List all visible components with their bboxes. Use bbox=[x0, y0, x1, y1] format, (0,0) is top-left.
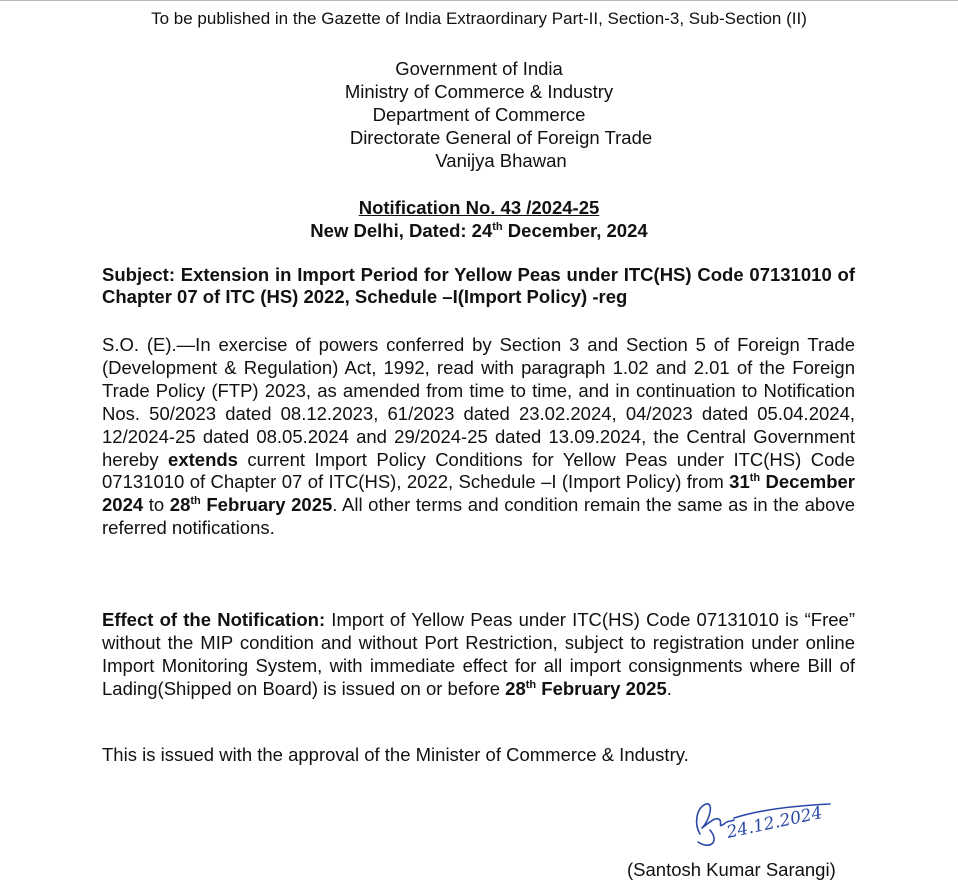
notification-date bbox=[0, 219, 958, 242]
effect-rest: February 2025 bbox=[541, 677, 667, 699]
effect-label: Effect of the Notification: bbox=[102, 609, 326, 630]
header-office: Vanijya Bhawan bbox=[435, 150, 567, 171]
gazette-line: To be published in the Gazette of India Extraordinary Part-II, Section-3, Sub-Section (II) bbox=[151, 9, 807, 28]
header-government: Government of India bbox=[395, 58, 563, 79]
header-directorate: Directorate General of Foreign Trade bbox=[349, 127, 653, 148]
effect-sup: th bbox=[525, 678, 537, 691]
top-rule bbox=[0, 0, 958, 1]
header-ministry: Ministry of Commerce & Industry bbox=[344, 81, 614, 102]
effect-date bbox=[505, 678, 667, 699]
to-sup: th bbox=[190, 495, 201, 508]
effect-paragraph bbox=[102, 609, 855, 701]
signature-date: 24.12.2024 bbox=[724, 803, 825, 843]
body-to: to bbox=[143, 494, 170, 516]
notification-number-text: Notification No. 43 /2024-25 bbox=[358, 197, 600, 218]
to-rest: February 2025 bbox=[206, 494, 333, 516]
effect-text: Import of Yellow Peas under ITC(HS) Code 07131010 is “Free” without the MIP condition and without Port Restriction, subject to registration under online Import Monitoring System, with immediate effect for all import consignments where Bill of Lading(Shipped on Board) is issued on or before bbox=[102, 609, 855, 699]
body-paragraph bbox=[102, 334, 855, 540]
body-text-c: . All other terms and condition remain the same as in the above referred notifications. bbox=[102, 494, 856, 539]
signatory-name: (Santosh Kumar Sarangi) bbox=[627, 859, 836, 880]
body-text-b: current Import Policy Conditions for Yellow Peas under ITC(HS) Code 07131010 of Chapter 07 of ITC(HS), 2022, Schedule –I (Import Policy) from bbox=[102, 448, 855, 493]
body-extends: extends bbox=[168, 448, 238, 470]
date-prefix: New Delhi, Dated: 24 bbox=[310, 220, 493, 241]
from-rest: December 2024 bbox=[102, 471, 855, 516]
header-department: Department of Commerce bbox=[372, 104, 586, 125]
to-day: 28 bbox=[169, 494, 191, 516]
handwritten-signature bbox=[680, 794, 840, 856]
to-date bbox=[170, 494, 333, 515]
from-sup: th bbox=[749, 472, 761, 485]
effect-day: 28 bbox=[505, 677, 526, 699]
date-sup: th bbox=[492, 221, 503, 233]
from-day: 31 bbox=[729, 471, 750, 493]
signature-stroke-loop bbox=[698, 830, 714, 845]
subject: Subject: Extension in Import Period for Yellow Peas under ITC(HS) Code 07131010 of Chapter 07 of ITC (HS) 2022, Schedule –I(Import Policy) -reg bbox=[102, 264, 855, 307]
effect-end: . bbox=[666, 677, 672, 699]
body-text-a: S.O. (E).—In exercise of powers conferred by Section 3 and Section 5 of Foreign Trade (Development & Regulation) Act, 1992, read with paragraph 1.02 and 2.01 of the Foreign Trade Policy (FTP) 2023, as amended from time to time, and in continuation to Notification Nos. 50/2023 dated 08.12.2023, 61/2023 dated 23.02.2024, 04/2023 dated 05.04.2024, 12/2024-25 dated 08.05.2024 and 29/2024-25 dated 13.09.2024, the Central Government hereby bbox=[102, 334, 855, 470]
date-suffix: December, 2024 bbox=[502, 220, 648, 241]
notification-number bbox=[0, 196, 958, 219]
approval-note: This is issued with the approval of the Minister of Commerce & Industry. bbox=[102, 744, 689, 765]
